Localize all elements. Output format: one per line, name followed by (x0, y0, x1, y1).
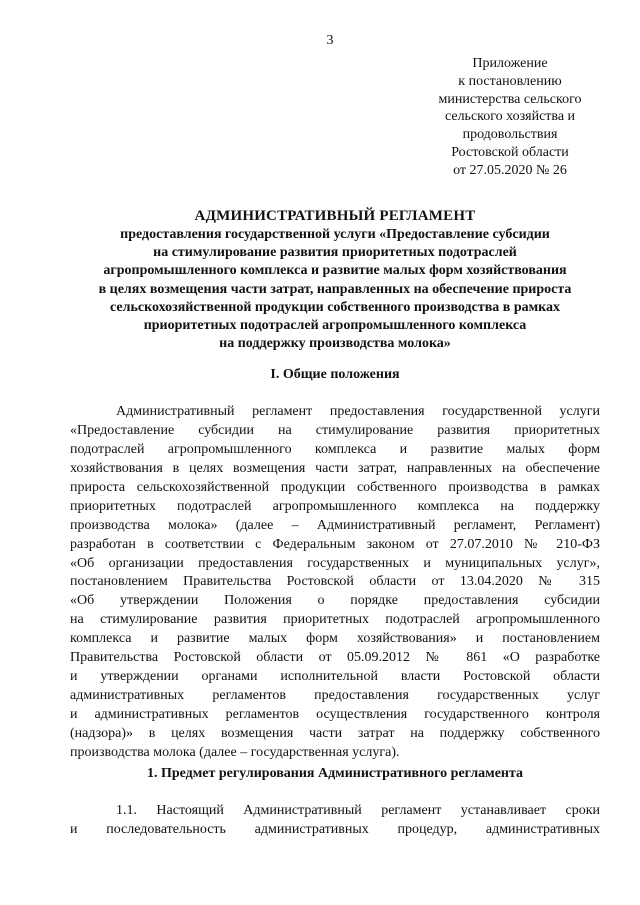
paragraph-line: подотраслей агропромышленного комплекса и развитие малых форм (70, 441, 600, 457)
document-subtitle-line: предоставления государственной услуги «Предоставление субсидии (120, 227, 550, 242)
paragraph-line: хозяйствования в целях возмещения части затрат, направленных на обеспечение (70, 460, 600, 476)
appendix-line: от 27.05.2020 № 26 (453, 162, 567, 178)
paragraph-line: Правительства Ростовской области от 05.09.2012 № 861 «О разработке (70, 650, 600, 666)
appendix-line: Приложение (472, 56, 548, 71)
paragraph-line: «Об организации предоставления государственных и муниципальных услуг», (70, 555, 600, 571)
paragraph-line: разработан в соответствии с Федеральным законом от 27.07.2010 № 210-ФЗ (70, 536, 600, 552)
section-heading: I. Общие положения (270, 367, 400, 382)
paragraph-line: административных регламентов предоставления государственных услуг (70, 688, 600, 704)
paragraph-line: и последовательность административных процедур, административных (70, 821, 600, 837)
appendix-line: к постановлению (458, 73, 562, 89)
paragraph-line: и административных регламентов осуществления государственного контроля (70, 707, 600, 722)
document-subtitle-line: на стимулирование развития приоритетных подотраслей (153, 245, 517, 261)
document-title-block (40, 207, 630, 353)
appendix-block (410, 55, 610, 180)
paragraph-line: производства молока (далее – государственная услуга). (70, 744, 400, 760)
appendix-line: продовольствия (462, 127, 558, 143)
section-paragraph (70, 403, 600, 763)
document-title: АДМИНИСТРАТИВНЫЙ РЕГЛАМЕНТ (194, 208, 476, 224)
paragraph-line: на стимулирование развития приоритетных подотраслей агропромышленного (70, 612, 600, 628)
page-number: 3 (326, 33, 334, 48)
document-subtitle-line: на поддержку производства молока» (219, 336, 451, 352)
subsection-heading: 1. Предмет регулирования Административного регламента (146, 766, 524, 781)
paragraph-line: (надзора)» в целях возмещения части затрат на поддержку собственного (70, 725, 600, 741)
paragraph-line: 1.1. Настоящий Административный регламент устанавливает сроки (116, 803, 600, 818)
appendix-line: Ростовской области (451, 144, 569, 160)
paragraph-line: комплекса и развитие малых форм хозяйствования» и постановлением (70, 631, 600, 647)
subsection-paragraph (70, 802, 600, 840)
document-subtitle-line: сельскохозяйственной продукции собственного производства в рамках (110, 299, 560, 315)
appendix-line: сельского хозяйства и (444, 109, 576, 125)
paragraph-line: Административный регламент предоставления государственной услуги (116, 404, 600, 419)
document-subtitle-line: агропромышленного комплекса и развитие малых форм хозяйствования (103, 263, 567, 279)
paragraph-line: «Предоставление субсидии на стимулирование развития приоритетных (70, 422, 600, 438)
paragraph-line: производства молока» (далее – Административный регламент, Регламент) (70, 517, 600, 533)
document-subtitle-line: в целях возмещения части затрат, направленных на обеспечение прироста (98, 281, 572, 297)
paragraph-line: прироста сельскохозяйственной продукции собственного производства в рамках (70, 479, 600, 495)
paragraph-line: приоритетных подотраслей агропромышленного комплекса на поддержку (70, 498, 600, 514)
document-subtitle-line: приоритетных подотраслей агропромышленного комплекса (143, 318, 527, 334)
appendix-line: министерства сельского (438, 91, 582, 107)
paragraph-line: «Об утверждении Положения о порядке предоставления субсидии (70, 593, 600, 609)
paragraph-line: постановлением Правительства Ростовской области от 13.04.2020 № 315 (70, 574, 600, 590)
paragraph-line: и утверждении органами исполнительной власти Ростовской области (70, 669, 600, 685)
